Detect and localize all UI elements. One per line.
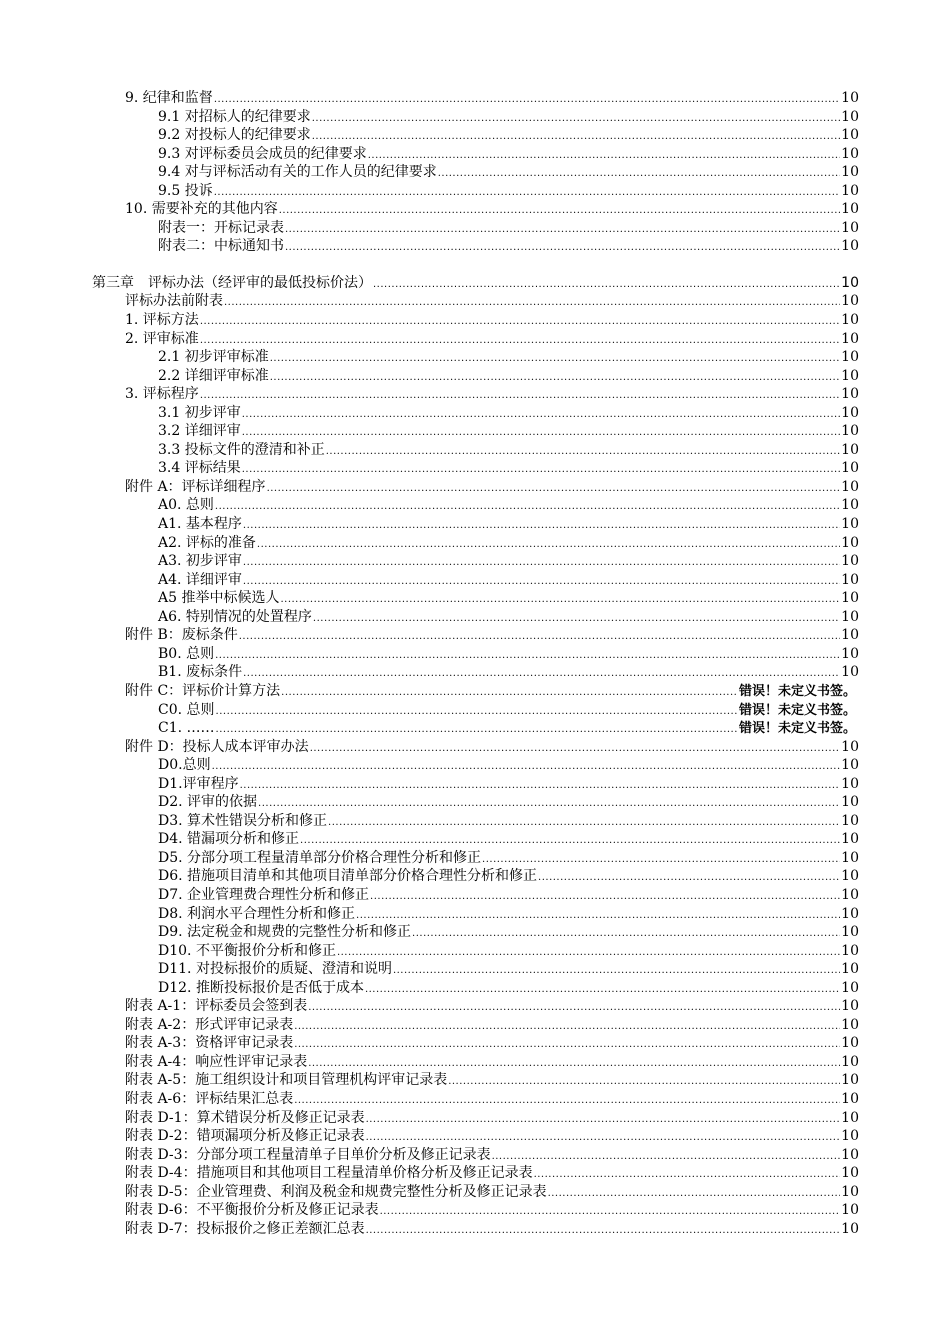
dot-leader xyxy=(393,962,840,981)
toc-entry-label: 附表一：开标记录表 xyxy=(158,219,284,236)
dot-leader xyxy=(365,981,840,1000)
toc-entry[interactable] xyxy=(0,478,950,497)
toc-entry-page-number: 10 xyxy=(841,441,859,458)
toc-entry[interactable] xyxy=(0,1164,950,1183)
toc-entry[interactable] xyxy=(0,200,950,219)
dot-leader xyxy=(200,387,840,406)
toc-entry[interactable] xyxy=(0,1183,950,1202)
toc-entry-label: 2.2 详细评审标准 xyxy=(158,367,269,384)
toc-entry-label: D4. 错漏项分析和修正 xyxy=(158,831,300,848)
dot-leader xyxy=(285,221,840,240)
toc-entry-page-number: 10 xyxy=(841,645,859,662)
toc-entry-label: 附件 C：评标价计算方法 xyxy=(125,682,281,699)
toc-entry[interactable] xyxy=(0,108,950,127)
toc-entry-label: A5 推举中标候选人 xyxy=(158,590,280,607)
toc-entry-page-number: 10 xyxy=(841,757,859,774)
toc-entry-page-number: 10 xyxy=(841,1053,859,1070)
dot-leader xyxy=(312,128,840,147)
dot-leader xyxy=(243,554,840,573)
toc-entry[interactable] xyxy=(0,515,950,534)
dot-leader xyxy=(412,925,840,944)
toc-entry[interactable] xyxy=(0,663,950,682)
toc-entry-label: 10. 需要补充的其他内容 xyxy=(125,201,278,218)
toc-entry-label: 附表 A-1：评标委员会签到表 xyxy=(125,998,308,1015)
toc-entry-label: A3. 初步评审 xyxy=(158,553,242,570)
toc-entry-page-number: 10 xyxy=(841,312,859,329)
dot-leader xyxy=(326,443,840,462)
toc-entry-label: 附表 D-5：企业管理费、利润及税金和规费完整性分析及修正记录表 xyxy=(125,1183,547,1200)
toc-entry-label: D10. 不平衡报价分析和修正 xyxy=(158,942,336,959)
toc-entry-label: C1. …… xyxy=(158,720,215,737)
toc-entry-label: D3. 算术性错误分析和修正 xyxy=(158,812,328,829)
toc-entry-page-number: 10 xyxy=(841,1035,859,1052)
dot-leader xyxy=(200,332,840,351)
toc-entry-label: B0. 总则 xyxy=(158,645,215,662)
dot-leader xyxy=(243,573,840,592)
toc-entry-label: A2. 评标的准备 xyxy=(158,534,256,551)
toc-entry-page-number: 10 xyxy=(841,108,859,125)
toc-entry-label: 3.2 详细评审 xyxy=(158,423,241,440)
toc-entry-page-number: 10 xyxy=(841,1072,859,1089)
toc-entry-page-number: 10 xyxy=(841,571,859,588)
toc-entry[interactable] xyxy=(0,496,950,515)
dot-leader xyxy=(380,1203,840,1222)
toc-entry[interactable] xyxy=(0,701,950,720)
toc-entry-page-number: 10 xyxy=(841,794,859,811)
dot-leader xyxy=(242,461,840,480)
toc-entry[interactable] xyxy=(0,422,950,441)
toc-entry-page-number: 10 xyxy=(841,812,859,829)
dot-leader xyxy=(280,591,840,610)
toc-entry-page-number: 10 xyxy=(841,274,859,291)
toc-entry[interactable] xyxy=(0,719,950,738)
toc-entry[interactable] xyxy=(0,960,950,979)
toc-entry[interactable] xyxy=(0,756,950,775)
toc-entry-error-reference: 错误！未定义书签。 xyxy=(738,721,856,737)
toc-entry-page-number: 10 xyxy=(841,849,859,866)
toc-entry-page-number: 10 xyxy=(841,942,859,959)
toc-entry[interactable] xyxy=(0,979,950,998)
toc-entry-page-number: 10 xyxy=(841,1165,859,1182)
toc-entry[interactable] xyxy=(0,589,950,608)
toc-entry-label: 附表 D-3：分部分项工程量清单子目单价分析及修正记录表 xyxy=(125,1146,491,1163)
toc-entry[interactable] xyxy=(0,812,950,831)
toc-entry-label: 9. 纪律和监督 xyxy=(125,90,213,106)
toc-entry-page-number: 10 xyxy=(841,738,859,755)
toc-entry[interactable] xyxy=(0,867,950,886)
toc-entry-page-number: 10 xyxy=(841,961,859,978)
dot-leader xyxy=(312,110,840,129)
dot-leader xyxy=(279,202,840,221)
dot-leader xyxy=(313,610,840,629)
toc-entry[interactable] xyxy=(0,571,950,590)
dot-leader xyxy=(538,869,840,888)
table-of-contents xyxy=(0,89,950,1238)
toc-entry-label: 附表 D-2：错项漏项分析及修正记录表 xyxy=(125,1128,365,1145)
toc-entry-page-number: 10 xyxy=(841,534,859,551)
dot-leader xyxy=(356,907,840,926)
toc-entry-label: 1. 评标方法 xyxy=(125,312,199,329)
toc-entry[interactable] xyxy=(0,626,950,645)
toc-entry[interactable] xyxy=(0,1053,950,1072)
toc-entry-page-number: 10 xyxy=(841,1183,859,1200)
toc-entry-page-number: 10 xyxy=(841,238,859,255)
dot-leader xyxy=(373,276,840,295)
toc-entry-page-number: 10 xyxy=(841,293,859,310)
toc-entry-page-number: 10 xyxy=(841,608,859,625)
toc-entry-label: A0. 总则 xyxy=(158,497,214,514)
toc-entry-label: 附表 D-6：不平衡报价分析及修正记录表 xyxy=(125,1202,379,1219)
toc-entry[interactable] xyxy=(0,923,950,942)
toc-entry-error-reference: 错误！未定义书签。 xyxy=(738,702,856,718)
toc-entry-page-number: 10 xyxy=(841,1146,859,1163)
toc-entry-page-number: 10 xyxy=(841,201,859,218)
toc-entry-page-number: 10 xyxy=(841,905,859,922)
toc-entry-page-number: 10 xyxy=(841,145,859,162)
toc-entry[interactable] xyxy=(0,552,950,571)
toc-entry[interactable] xyxy=(0,311,950,330)
toc-entry[interactable] xyxy=(0,942,950,961)
toc-entry-label: 附表 A-3：资格评审记录表 xyxy=(125,1035,294,1052)
toc-entry[interactable] xyxy=(0,738,950,757)
toc-entry-page-number: 10 xyxy=(841,478,859,495)
toc-entry-page-number: 10 xyxy=(841,627,859,644)
toc-entry[interactable] xyxy=(0,163,950,182)
toc-entry[interactable] xyxy=(0,459,950,478)
toc-entry-label: D2. 评审的依据 xyxy=(158,794,258,811)
toc-entry[interactable] xyxy=(0,219,950,238)
toc-entry-label: 3.3 投标文件的澄清和补正 xyxy=(158,441,325,458)
dot-leader xyxy=(270,350,840,369)
dot-leader xyxy=(294,1018,840,1037)
dot-leader xyxy=(242,424,840,443)
toc-entry-label: 3. 评标程序 xyxy=(125,386,199,403)
toc-entry-page-number: 10 xyxy=(841,127,859,144)
toc-entry[interactable] xyxy=(0,608,950,627)
dot-leader xyxy=(370,888,840,907)
toc-entry-label: 附件 D：投标人成本评审办法 xyxy=(125,738,309,755)
toc-entry[interactable] xyxy=(0,997,950,1016)
toc-entry[interactable] xyxy=(0,126,950,145)
toc-entry-page-number: 10 xyxy=(841,1202,859,1219)
toc-entry[interactable] xyxy=(0,1034,950,1053)
toc-entry-page-number: 10 xyxy=(841,553,859,570)
dot-leader xyxy=(243,665,840,684)
toc-entry-label: 3.1 初步评审 xyxy=(158,404,241,421)
dot-leader xyxy=(294,1036,840,1055)
toc-entry[interactable] xyxy=(0,237,950,256)
toc-entry-page-number: 10 xyxy=(841,590,859,607)
toc-entry[interactable] xyxy=(0,367,950,386)
toc-entry-page-number: 10 xyxy=(841,1109,859,1126)
toc-entry-page-number: 10 xyxy=(841,1128,859,1145)
toc-entry[interactable] xyxy=(0,441,950,460)
toc-entry-label: D1.评审程序 xyxy=(158,775,239,792)
toc-entry-label: D6. 措施项目清单和其他项目清单部分价格合理性分析和修正 xyxy=(158,868,538,885)
toc-entry-label: 9.1 对招标人的纪律要求 xyxy=(158,108,311,125)
toc-entry-label: 第三章 评标办法（经评审的最低投标价法） xyxy=(92,274,372,291)
toc-entry-label: 9.5 投诉 xyxy=(158,182,213,199)
dot-leader xyxy=(270,369,840,388)
dot-leader xyxy=(258,795,840,814)
toc-entry-label: 附件 A：评标详细程序 xyxy=(125,478,266,495)
toc-entry[interactable] xyxy=(0,534,950,553)
toc-entry-page-number: 10 xyxy=(841,423,859,440)
toc-entry[interactable] xyxy=(0,385,950,404)
toc-spacer xyxy=(0,256,950,274)
toc-entry-label: 附表 A-2：形式评审记录表 xyxy=(125,1016,294,1033)
toc-entry-label: B1. 废标条件 xyxy=(158,664,243,681)
toc-entry-label: 2.1 初步评审标准 xyxy=(158,349,269,366)
dot-leader xyxy=(308,999,840,1018)
dot-leader xyxy=(285,239,840,258)
toc-entry-page-number: 10 xyxy=(841,404,859,421)
toc-entry-label: D7. 企业管理费合理性分析和修正 xyxy=(158,886,370,903)
dot-leader xyxy=(366,1111,840,1130)
dot-leader xyxy=(214,184,840,203)
toc-entry-page-number: 10 xyxy=(841,979,859,996)
dot-leader xyxy=(548,1185,840,1204)
toc-entry[interactable] xyxy=(0,645,950,664)
toc-entry-label: 9.2 对投标人的纪律要求 xyxy=(158,127,311,144)
toc-entry[interactable] xyxy=(0,886,950,905)
dot-leader xyxy=(328,814,840,833)
toc-entry[interactable] xyxy=(0,404,950,423)
dot-leader xyxy=(337,944,840,963)
toc-entry[interactable] xyxy=(0,905,950,924)
toc-entry-label: D12. 推断投标报价是否低于成本 xyxy=(158,979,364,996)
toc-entry-label: 附表 A-4：响应性评审记录表 xyxy=(125,1053,308,1070)
toc-entry-label: 2. 评审标准 xyxy=(125,330,199,347)
toc-entry[interactable] xyxy=(0,1127,950,1146)
dot-leader xyxy=(492,1148,840,1167)
toc-entry[interactable] xyxy=(0,849,950,868)
toc-entry-error-reference: 错误！未定义书签。 xyxy=(738,683,856,699)
toc-entry-page-number: 10 xyxy=(841,886,859,903)
dot-leader xyxy=(212,758,840,777)
dot-leader xyxy=(281,684,738,703)
toc-entry-page-number: 10 xyxy=(841,219,859,236)
toc-entry[interactable] xyxy=(0,682,950,701)
dot-leader xyxy=(215,647,840,666)
toc-entry-page-number: 10 xyxy=(841,1090,859,1107)
toc-entry[interactable] xyxy=(0,1220,950,1239)
toc-entry-page-number: 10 xyxy=(841,367,859,384)
toc-entry-page-number: 10 xyxy=(841,386,859,403)
dot-leader xyxy=(534,1166,840,1185)
dot-leader xyxy=(240,777,840,796)
toc-entry-page-number: 10 xyxy=(841,1220,859,1237)
dot-leader xyxy=(216,703,738,722)
toc-entry[interactable] xyxy=(0,1090,950,1109)
toc-entry[interactable] xyxy=(0,793,950,812)
toc-entry[interactable] xyxy=(0,775,950,794)
dot-leader xyxy=(294,1092,840,1111)
dot-leader xyxy=(448,1073,840,1092)
toc-entry-label: 附表 A-6：评标结果汇总表 xyxy=(125,1090,294,1107)
dot-leader xyxy=(257,536,840,555)
toc-entry-label: 附表 A-5：施工组织设计和项目管理机构评审记录表 xyxy=(125,1072,448,1089)
toc-entry-page-number: 10 xyxy=(841,516,859,533)
toc-chapter-entry[interactable] xyxy=(0,274,950,293)
dot-leader xyxy=(224,294,840,313)
toc-entry-label: A6. 特别情况的处置程序 xyxy=(158,608,312,625)
toc-entry-page-number: 10 xyxy=(841,924,859,941)
dot-leader xyxy=(215,498,840,517)
toc-entry[interactable] xyxy=(0,1016,950,1035)
toc-entry-label: D11. 对投标报价的质疑、澄清和说明 xyxy=(158,961,392,978)
toc-entry[interactable] xyxy=(0,330,950,349)
toc-entry-page-number: 10 xyxy=(841,90,859,106)
toc-entry[interactable] xyxy=(0,830,950,849)
toc-entry-label: 9.4 对与评标活动有关的工作人员的纪律要求 xyxy=(158,164,437,181)
toc-entry[interactable] xyxy=(0,1146,950,1165)
toc-entry-page-number: 10 xyxy=(841,349,859,366)
dot-leader xyxy=(242,406,840,425)
toc-entry-label: 附表 D-4：措施项目和其他项目工程量清单价格分析及修正记录表 xyxy=(125,1165,533,1182)
toc-entry-page-number: 10 xyxy=(841,460,859,477)
toc-entry-page-number: 10 xyxy=(841,497,859,514)
toc-entry[interactable] xyxy=(0,145,950,164)
dot-leader xyxy=(310,740,840,759)
toc-entry-label: 附表 D-7：投标报价之修正差额汇总表 xyxy=(125,1220,365,1237)
toc-entry[interactable] xyxy=(0,1071,950,1090)
toc-entry-label: D8. 利润水平合理性分析和修正 xyxy=(158,905,356,922)
toc-entry-label: D5. 分部分项工程量清单部分价格合理性分析和修正 xyxy=(158,849,482,866)
dot-leader xyxy=(243,517,840,536)
toc-entry[interactable] xyxy=(0,89,950,108)
toc-entry-page-number: 10 xyxy=(841,1016,859,1033)
toc-entry-page-number: 10 xyxy=(841,182,859,199)
toc-entry-label: A1. 基本程序 xyxy=(158,516,242,533)
dot-leader xyxy=(267,480,840,499)
dot-leader xyxy=(366,1222,840,1241)
toc-entry-label: 3.4 评标结果 xyxy=(158,460,241,477)
toc-entry[interactable] xyxy=(0,1201,950,1220)
toc-entry-page-number: 10 xyxy=(841,775,859,792)
toc-entry[interactable] xyxy=(0,182,950,201)
toc-entry-page-number: 10 xyxy=(841,998,859,1015)
toc-entry[interactable] xyxy=(0,348,950,367)
dot-leader xyxy=(200,313,840,332)
toc-entry-label: C0. 总则 xyxy=(158,701,215,718)
toc-entry-label: D0.总则 xyxy=(158,757,211,774)
toc-entry-label: 附表二：中标通知书 xyxy=(158,238,284,255)
toc-entry-label: 附表 D-1：算术错误分析及修正记录表 xyxy=(125,1109,365,1126)
dot-leader xyxy=(239,628,840,647)
toc-entry-page-number: 10 xyxy=(841,664,859,681)
toc-entry-label: D9. 法定税金和规费的完整性分析和修正 xyxy=(158,924,412,941)
toc-entry-label: 附件 B：废标条件 xyxy=(125,627,238,644)
toc-entry[interactable] xyxy=(0,1109,950,1128)
toc-entry-page-number: 10 xyxy=(841,330,859,347)
toc-entry-label: 9.3 对评标委员会成员的纪律要求 xyxy=(158,145,367,162)
toc-entry-page-number: 10 xyxy=(841,164,859,181)
dot-leader xyxy=(438,165,840,184)
toc-entry-page-number: 10 xyxy=(841,831,859,848)
toc-entry-label: A4. 详细评审 xyxy=(158,571,242,588)
toc-entry-label: 评标办法前附表 xyxy=(125,293,223,310)
dot-leader xyxy=(368,147,840,166)
toc-entry[interactable] xyxy=(0,292,950,311)
toc-entry-page-number: 10 xyxy=(841,868,859,885)
